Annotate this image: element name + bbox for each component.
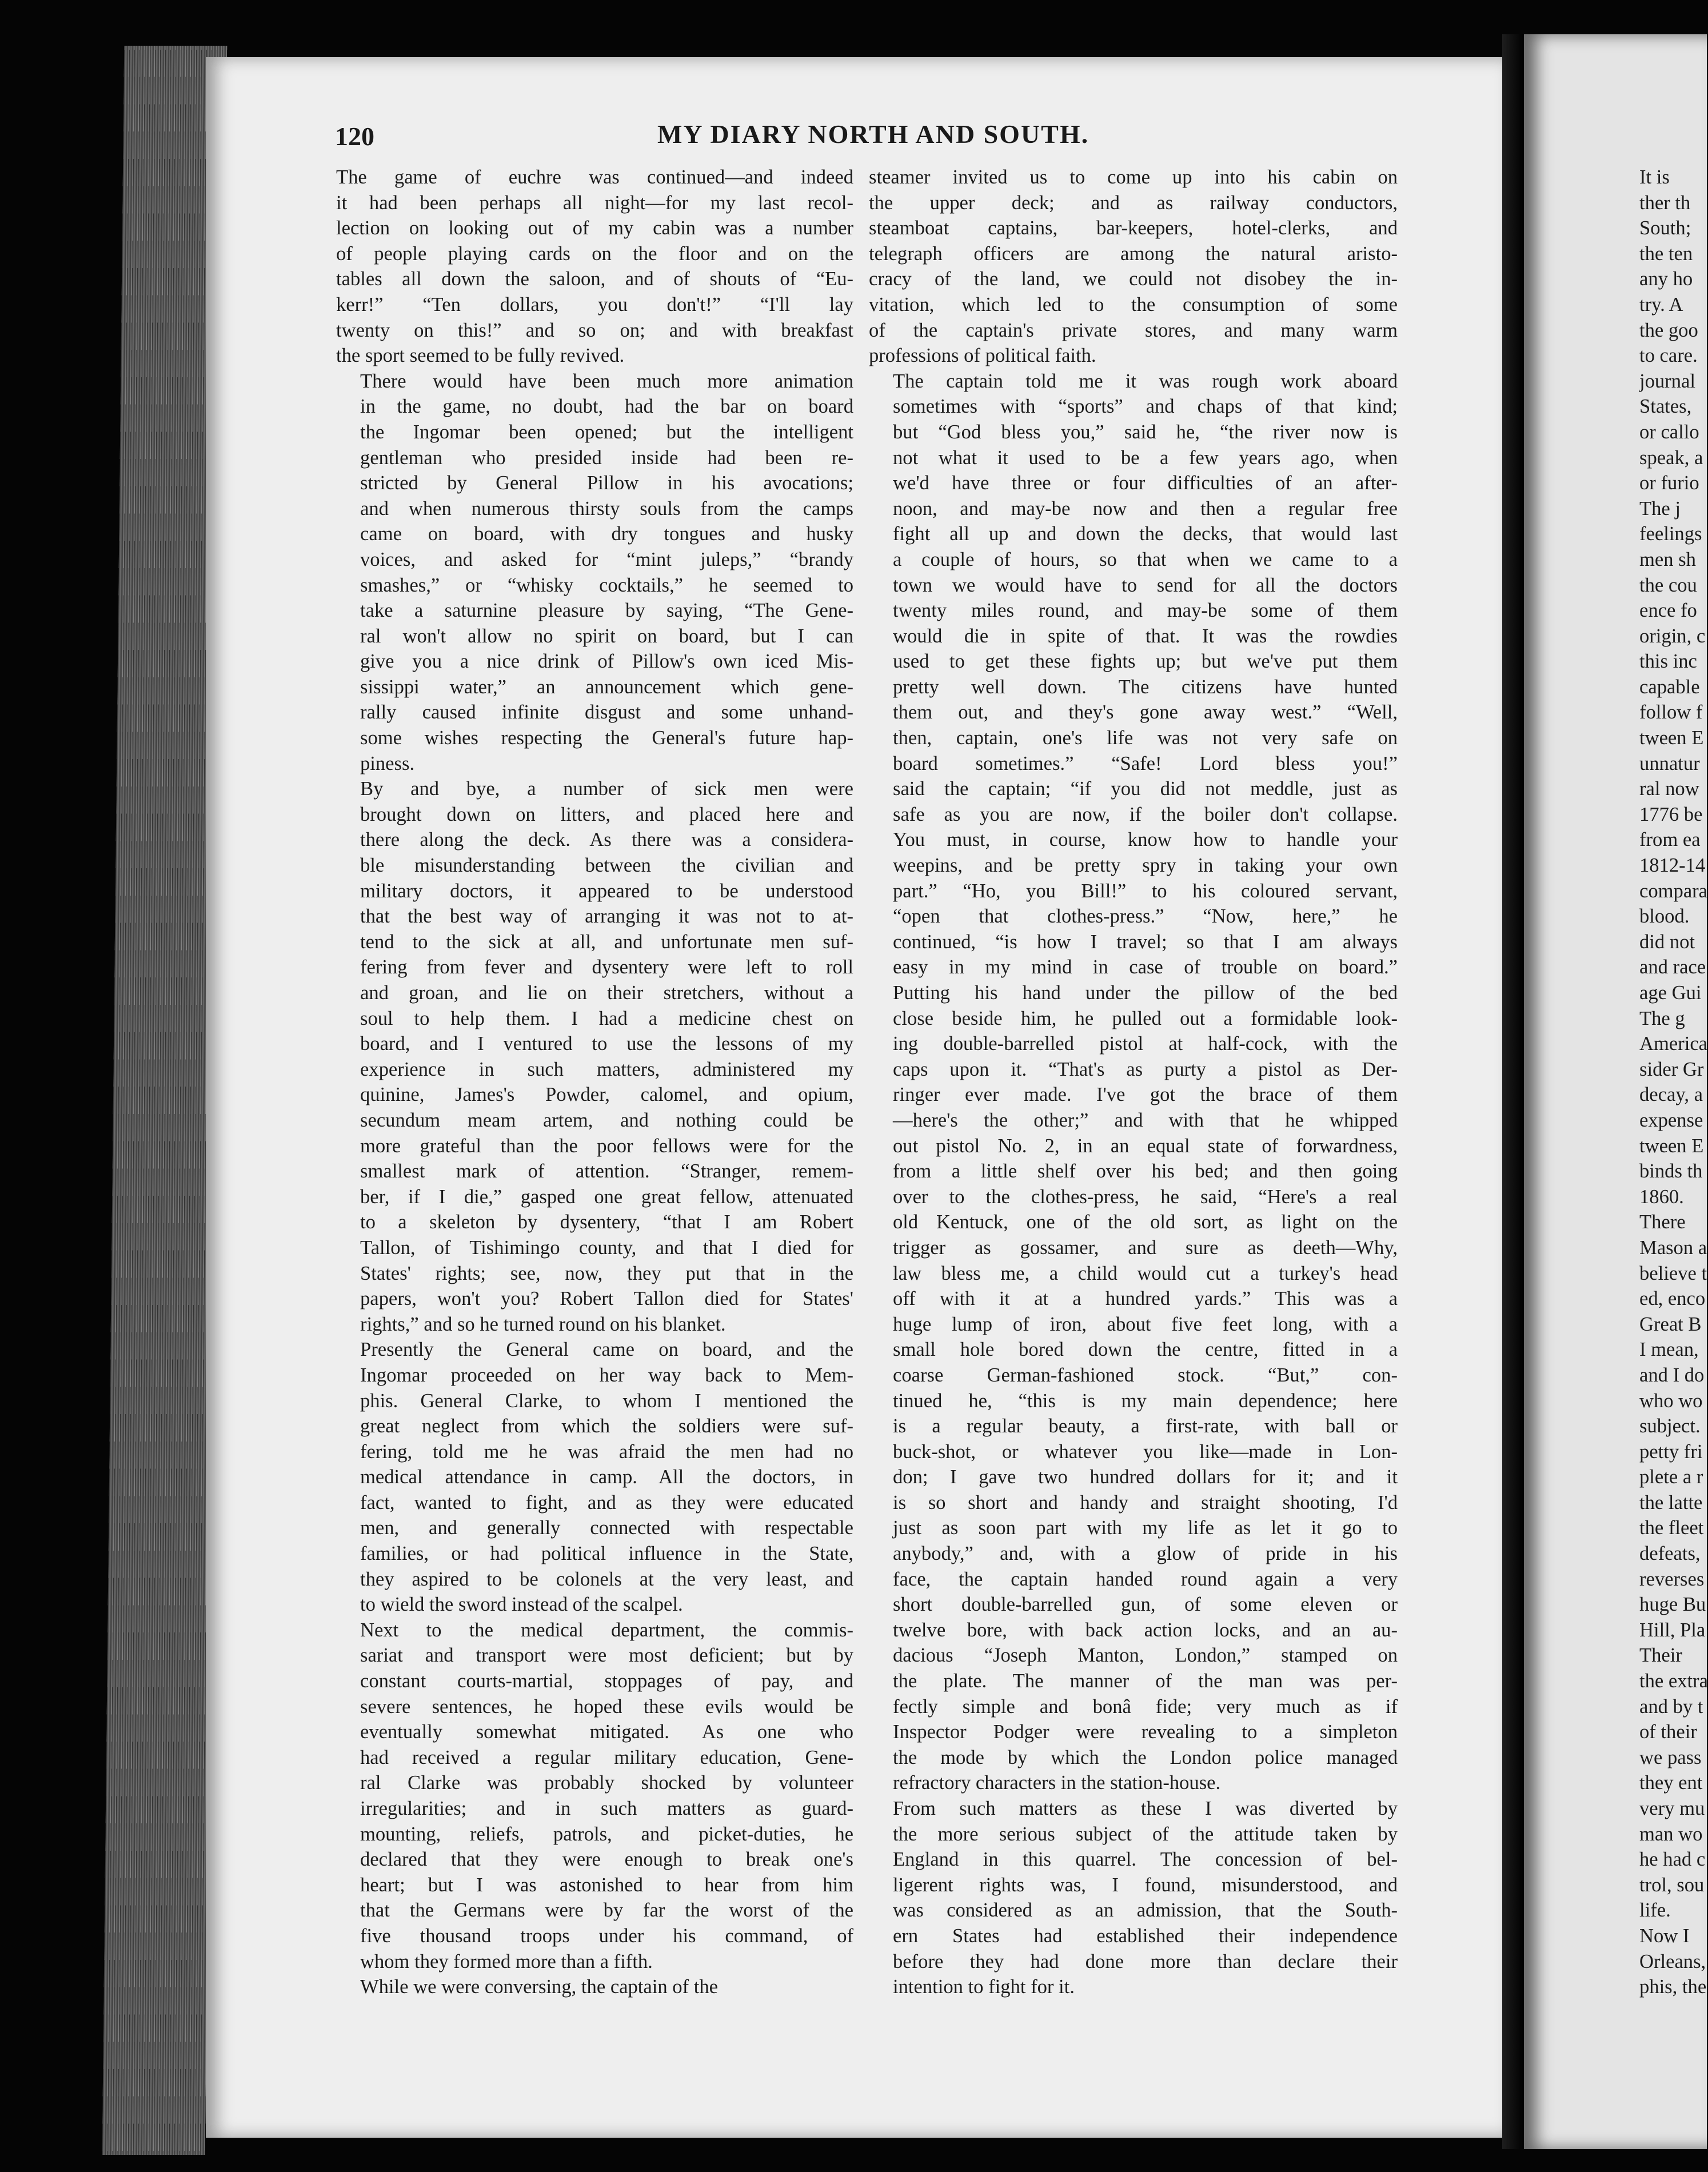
text-line: some wishes respecting the General's future hap- <box>360 727 853 749</box>
text-line: board, and I ventured to use the lessons of my <box>360 1033 853 1055</box>
text-line: coarse German-fashioned stock. “But,” con- <box>893 1364 1398 1386</box>
text-line: England in this quarrel. The concession of bel- <box>893 1848 1398 1871</box>
text-line: the sport seemed to be fully revived. <box>336 345 625 367</box>
text-line: There would have been much more animation <box>360 370 853 392</box>
text-line: would die in spite of that. It was the rowdies <box>893 625 1398 647</box>
facing-page-line: decay, a <box>1639 1084 1703 1106</box>
facing-page-line: who wo <box>1639 1390 1703 1412</box>
text-line: a couple of hours, so that when we came to a <box>893 548 1398 570</box>
facing-page-line: ral now <box>1639 778 1699 800</box>
text-line: more grateful than the poor fellows were for the <box>360 1135 853 1157</box>
facing-page-line: man wo <box>1639 1823 1703 1845</box>
text-line: weepins, and be pretty spry in taking your own <box>893 855 1398 877</box>
text-line: fering from fever and dysentery were left to roll <box>360 956 853 979</box>
text-line: soul to help them. I had a medicine chest on <box>360 1007 853 1029</box>
text-line: phis. General Clarke, to whom I mentioned the <box>360 1390 853 1412</box>
text-line: don; I gave two hundred dollars for it; and it <box>893 1466 1398 1488</box>
facing-page-line: try. A <box>1639 293 1683 316</box>
facing-page-line: life. <box>1639 1899 1671 1922</box>
text-line: whom they formed more than a fifth. <box>360 1950 653 1973</box>
text-line: is a regular beauty, a first-rate, with ball or <box>893 1415 1398 1438</box>
left-text-column <box>336 165 853 2000</box>
text-line: heart; but I was astonished to hear from him <box>360 1874 853 1896</box>
text-line: smallest mark of attention. “Stranger, remem- <box>360 1160 853 1183</box>
text-line: give you a nice drink of Pillow's own iced Mis- <box>360 650 853 673</box>
facing-page-line: ence fo <box>1639 600 1697 622</box>
text-line: town we would have to send for all the doctors <box>893 574 1398 596</box>
text-line: buck-shot, or whatever you like—made in Lon- <box>893 1440 1398 1463</box>
facing-page-line: petty fri <box>1639 1440 1703 1463</box>
text-line: Putting his hand under the pillow of the bed <box>893 982 1398 1004</box>
facing-page-line: South; <box>1639 217 1691 239</box>
text-line: the plate. The manner of the man was per- <box>893 1670 1398 1692</box>
text-line: close beside him, he pulled out a formidable look- <box>893 1007 1398 1029</box>
facing-page-line: reverses <box>1639 1568 1705 1590</box>
facing-page-line: the latte <box>1639 1491 1703 1514</box>
facing-page-line: the extra <box>1639 1670 1708 1692</box>
facing-page-line: subject. <box>1639 1415 1701 1438</box>
facing-page-line: I mean, <box>1639 1339 1699 1361</box>
text-line: then, captain, one's life was not very safe on <box>893 727 1398 749</box>
text-line: caps upon it. “That's as purty a pistol as Der- <box>893 1058 1398 1080</box>
text-line: declared that they were enough to break one's <box>360 1848 853 1871</box>
text-line: steamer invited us to come up into his cabin on <box>869 166 1398 188</box>
text-line: trigger as gossamer, and sure as deeth—Why, <box>893 1236 1398 1259</box>
facing-page-line: Great B <box>1639 1313 1702 1335</box>
facing-page-line: expense <box>1639 1109 1703 1131</box>
text-line: gentleman who presided inside had been re- <box>360 446 853 469</box>
text-line: tables all down the saloon, and of shouts of “Eu- <box>336 268 853 290</box>
text-line: that the Germans were by far the worst of the <box>360 1899 853 1922</box>
text-line: easy in my mind in case of trouble on board.” <box>893 956 1398 979</box>
text-line: telegraph officers are among the natural aristo- <box>869 242 1398 265</box>
facing-page-line: 1860. <box>1639 1185 1684 1208</box>
facing-page-line: did not <box>1639 931 1695 953</box>
text-line: Presently the General came on board, and the <box>360 1339 853 1361</box>
text-line: ral won't allow no spirit on board, but I can <box>360 625 853 647</box>
page-number: 120 <box>335 122 374 151</box>
text-line: States' rights; see, now, they put that in the <box>360 1262 853 1284</box>
facing-page-line: Hill, Pla <box>1639 1619 1706 1641</box>
facing-page-line: or callo <box>1639 421 1699 443</box>
text-line: experience in such matters, administered my <box>360 1058 853 1080</box>
text-line: of people playing cards on the floor and on the <box>336 242 853 265</box>
facing-page-line: to care. <box>1639 345 1698 367</box>
text-line: five thousand troops under his command, of <box>360 1925 853 1947</box>
facing-page-line: journal <box>1639 370 1695 392</box>
facing-page-line: speak, a <box>1639 446 1703 469</box>
facing-page-line: 1776 be <box>1639 803 1703 825</box>
facing-page-line: It is <box>1639 166 1670 188</box>
text-line: in the game, no doubt, had the bar on board <box>360 396 853 418</box>
facing-page-line: huge Bu <box>1639 1594 1706 1616</box>
facing-page-line: believe t <box>1639 1262 1707 1284</box>
text-line: from a little shelf over his bed; and then going <box>893 1160 1398 1183</box>
text-line: mounting, reliefs, patrols, and picket-duties, he <box>360 1823 853 1845</box>
facing-page-line: The j <box>1639 497 1681 520</box>
facing-page-line: the ten <box>1639 242 1693 265</box>
facing-page-line: unnatur <box>1639 752 1700 774</box>
text-line: the mode by which the London police managed <box>893 1746 1398 1768</box>
text-line: steamboat captains, bar-keepers, hotel-clerks, and <box>869 217 1398 239</box>
text-line: sissippi water,” an announcement which gene- <box>360 676 853 698</box>
facing-page-line: men sh <box>1639 548 1696 570</box>
text-line: The game of euchre was continued—and indeed <box>336 166 853 188</box>
facing-page-line: blood. <box>1639 905 1690 928</box>
text-line: ral Clarke was probably shocked by volunteer <box>360 1772 853 1794</box>
facing-page-line: the goo <box>1639 319 1698 341</box>
text-line: twelve bore, with back action locks, and an au- <box>893 1619 1398 1641</box>
book-gutter <box>1502 34 1524 2149</box>
text-line: —here's the other;” and with that he whipped <box>893 1109 1398 1131</box>
text-line: sometimes with “sports” and chaps of that kind; <box>893 396 1398 418</box>
text-line: refractory characters in the station-house. <box>893 1772 1221 1794</box>
text-line: to wield the sword instead of the scalpel. <box>360 1594 683 1616</box>
text-line: Next to the medical department, the commis- <box>360 1619 853 1641</box>
text-line: out pistol No. 2, in an equal state of forwardness, <box>893 1135 1398 1157</box>
paragraph <box>869 1796 1398 2000</box>
facing-page-line: compara <box>1639 880 1708 902</box>
text-line: of the captain's private stores, and many warm <box>869 319 1398 341</box>
facing-page-line: The g <box>1639 1007 1685 1029</box>
text-line: ligerent rights was, I found, misunderstood, and <box>893 1874 1398 1896</box>
text-line: and when numerous thirsty souls from the camps <box>360 497 853 520</box>
text-line: intention to fight for it. <box>893 1976 1075 1998</box>
text-line: twenty on this!” and so on; and with breakfast <box>336 319 853 341</box>
text-line: huge lump of iron, about five feet long, with a <box>893 1313 1398 1335</box>
text-line: anybody,” and, with a glow of pride in his <box>893 1543 1398 1565</box>
right-text-column <box>869 165 1398 2000</box>
facing-page-line: sider Gr <box>1639 1058 1704 1080</box>
facing-page-line: from ea <box>1639 829 1701 851</box>
text-line: the upper deck; and as railway conductors, <box>869 191 1398 214</box>
text-line: ber, if I die,” gasped one great fellow, attenuated <box>360 1185 853 1208</box>
facing-page-line: follow f <box>1639 701 1703 724</box>
facing-page-line: Mason a <box>1639 1236 1707 1259</box>
running-head: MY DIARY NORTH AND SOUTH. <box>657 119 1090 149</box>
facing-page-line: States, <box>1639 396 1692 418</box>
text-line: voices, and asked for “mint juleps,” “brandy <box>360 548 853 570</box>
text-line: tend to the sick at all, and unfortunate men suf- <box>360 931 853 953</box>
text-line: sariat and transport were most deficient; but by <box>360 1644 853 1667</box>
text-line: brought down on litters, and placed here and <box>360 803 853 825</box>
text-line: twenty miles round, and may-be some of them <box>893 600 1398 622</box>
text-line: take a saturnine pleasure by saying, “The Gene- <box>360 600 853 622</box>
text-line: ing double-barrelled pistol at half-cock, with the <box>893 1033 1398 1055</box>
text-line: military doctors, it appeared to be understood <box>360 880 853 902</box>
facing-page-line: he had c <box>1639 1848 1706 1871</box>
text-line: The captain told me it was rough work aboard <box>893 370 1398 392</box>
text-line: that the best way of arranging it was not to at- <box>360 905 853 928</box>
facing-page-line: the fleet <box>1639 1517 1704 1539</box>
text-line: kerr!” “Ten dollars, you don't!” “I'll lay <box>336 293 853 316</box>
facing-page-line: any ho <box>1639 268 1693 290</box>
facing-page-line: America <box>1639 1033 1708 1055</box>
facing-page-line: this inc <box>1639 650 1697 673</box>
text-line: not what it used to be a few years ago, when <box>893 446 1398 469</box>
paragraph <box>869 165 1398 369</box>
facing-page-line: feelings <box>1639 523 1702 545</box>
text-line: stricted by General Pillow in his avocations; <box>360 472 853 494</box>
text-line: was considered as an admission, that the South- <box>893 1899 1398 1922</box>
text-line: vitation, which led to the consumption of some <box>869 293 1398 316</box>
text-line: short double-barrelled gun, of some eleven or <box>893 1594 1398 1616</box>
text-line: safe as you are now, if the boiler don't collapse. <box>893 803 1398 825</box>
text-line: “open that clothes-press.” “Now, here,” he <box>893 905 1398 928</box>
text-line: dacious “Joseph Manton, London,” stamped on <box>893 1644 1398 1667</box>
text-line: it had been perhaps all night—for my last recol- <box>336 191 853 214</box>
text-line: fact, wanted to fight, and as they were educated <box>360 1491 853 1514</box>
facing-page-line: phis, the <box>1639 1976 1707 1998</box>
facing-page-line: trol, sou <box>1639 1874 1705 1896</box>
facing-page-line: plete a r <box>1639 1466 1703 1488</box>
text-line: smashes,” or “whisky cocktails,” he seemed to <box>360 574 853 596</box>
text-line: eventually somewhat mitigated. As one who <box>360 1721 853 1743</box>
text-line: the more serious subject of the attitude taken by <box>893 1823 1398 1845</box>
text-line: lection on looking out of my cabin was a number <box>336 217 853 239</box>
text-line: Ingomar proceeded on her way back to Mem- <box>360 1364 853 1386</box>
facing-page-line: Their <box>1639 1644 1682 1667</box>
facing-page-line: age Gui <box>1639 982 1702 1004</box>
facing-page-line: of their <box>1639 1721 1697 1743</box>
text-line: over to the clothes-press, he said, “Here's a real <box>893 1185 1398 1208</box>
text-line: came on board, with dry tongues and husky <box>360 523 853 545</box>
text-line: By and bye, a number of sick men were <box>360 778 853 800</box>
facing-page-line: defeats, <box>1639 1543 1701 1565</box>
text-line: ern States had established their independence <box>893 1925 1398 1947</box>
text-line: Tallon, of Tishimingo county, and that I died for <box>360 1236 853 1259</box>
facing-page-line: Now I <box>1639 1925 1690 1947</box>
paragraph <box>336 776 853 1337</box>
paragraph <box>336 1974 853 2000</box>
facing-page-line: tween E <box>1639 727 1704 749</box>
text-line: fering, told me he was afraid the men had no <box>360 1440 853 1463</box>
facing-page-line: and race <box>1639 956 1706 979</box>
text-line: them out, and they's gone away west.” “Well, <box>893 701 1398 724</box>
text-line: face, the captain handed round again a very <box>893 1568 1398 1590</box>
facing-page-line: they ent <box>1639 1772 1703 1794</box>
facing-page-line: very mu <box>1639 1798 1705 1819</box>
text-line: men, and generally connected with respectable <box>360 1517 853 1539</box>
paragraph <box>336 165 853 369</box>
facing-page-line: Orleans, <box>1639 1950 1706 1973</box>
text-line: fectly simple and bonâ fide; very much as if <box>893 1695 1398 1718</box>
facing-page-line: or furio <box>1639 472 1699 494</box>
text-line: constant courts-martial, stoppages of pay, and <box>360 1670 853 1692</box>
text-line: off with it at a hundred yards.” This was a <box>893 1288 1398 1310</box>
facing-page-line: and by t <box>1639 1695 1703 1718</box>
text-line: part.” “Ho, you Bill!” to his coloured servant, <box>893 880 1398 902</box>
text-line: medical attendance in camp. All the doctors, in <box>360 1466 853 1488</box>
text-line: irregularities; and in such matters as guard- <box>360 1798 853 1819</box>
text-line: to a skeleton by dysentery, “that I am Robert <box>360 1211 853 1233</box>
text-line: rights,” and so he turned round on his blanket. <box>360 1313 726 1335</box>
text-line: had received a regular military education, Gene- <box>360 1746 853 1768</box>
text-line: From such matters as these I was diverted by <box>893 1798 1398 1819</box>
facing-page-line: capable <box>1639 676 1700 698</box>
text-line: old Kentuck, one of the old sort, as light on the <box>893 1211 1398 1233</box>
text-line: While we were conversing, the captain of the <box>360 1976 718 1998</box>
text-line: You must, in course, know how to handle your <box>893 829 1398 851</box>
text-line: papers, won't you? Robert Tallon died for States' <box>360 1288 853 1310</box>
text-line: just as soon part with my life as let it go to <box>893 1517 1398 1539</box>
text-line: severe sentences, he hoped these evils would be <box>360 1695 853 1718</box>
facing-page-line: ther th <box>1639 191 1691 214</box>
facing-page-line: binds th <box>1639 1160 1703 1183</box>
facing-page-line: ed, enco <box>1639 1288 1706 1310</box>
paragraph <box>336 369 853 777</box>
text-line: said the captain; “if you did not meddle, just as <box>893 778 1398 800</box>
text-line: is so short and handy and straight shooting, I'd <box>893 1491 1398 1514</box>
facing-page-line: we pass <box>1639 1746 1702 1768</box>
text-line: used to get these fights up; but we've put them <box>893 650 1398 673</box>
text-line: quinine, James's Powder, calomel, and opium, <box>360 1084 853 1106</box>
text-line: board sometimes.” “Safe! Lord bless you!” <box>893 752 1398 774</box>
text-line: small hole bored down the centre, fitted in a <box>893 1339 1398 1361</box>
text-line: ble misunderstanding between the civilian and <box>360 855 853 877</box>
text-line: we'd have three or four difficulties of an after- <box>893 472 1398 494</box>
text-line: families, or had political influence in the State, <box>360 1543 853 1565</box>
text-line: there along the deck. As there was a considera- <box>360 829 853 851</box>
paragraph <box>336 1618 853 1974</box>
facing-page-line: and I do <box>1639 1364 1705 1386</box>
text-line: cracy of the land, we could not disobey the in- <box>869 268 1398 290</box>
text-line: the Ingomar been opened; but the intelligent <box>360 421 853 443</box>
text-line: great neglect from which the soldiers were suf- <box>360 1415 853 1438</box>
text-line: noon, and may-be now and then a regular free <box>893 497 1398 520</box>
text-line: tinued he, “this is my main dependence; here <box>893 1390 1398 1412</box>
text-line: professions of political faith. <box>869 345 1096 367</box>
text-line: they aspired to be colonels at the very least, and <box>360 1568 853 1590</box>
paragraph <box>869 369 1398 1796</box>
text-line: law bless me, a child would cut a turkey's head <box>893 1262 1398 1284</box>
facing-page-text <box>1639 165 1708 2000</box>
text-line: before they had done more than declare their <box>893 1950 1398 1973</box>
facing-page-line: 1812-14 <box>1639 855 1706 877</box>
text-line: continued, “is how I travel; so that I am always <box>893 931 1398 953</box>
text-line: rally caused infinite disgust and some unhand- <box>360 701 853 724</box>
text-line: Inspector Podger were revealing to a simpleton <box>893 1721 1398 1743</box>
text-line: ringer ever made. I've got the brace of them <box>893 1084 1398 1106</box>
facing-page-line: tween E <box>1639 1135 1704 1157</box>
facing-page-line: the cou <box>1639 574 1697 596</box>
text-line: secundum meam artem, and nothing could be <box>360 1109 853 1131</box>
facing-page-line: There <box>1639 1211 1686 1233</box>
text-line: but “God bless you,” said he, “the river now is <box>893 421 1398 443</box>
paragraph <box>336 1337 853 1618</box>
text-line: pretty well down. The citizens have hunted <box>893 676 1398 698</box>
text-line: and groan, and lie on their stretchers, without a <box>360 982 853 1004</box>
text-line: piness. <box>360 752 415 774</box>
facing-page-line: origin, c <box>1639 625 1706 647</box>
text-line: fight all up and down the decks, that would last <box>893 523 1398 545</box>
